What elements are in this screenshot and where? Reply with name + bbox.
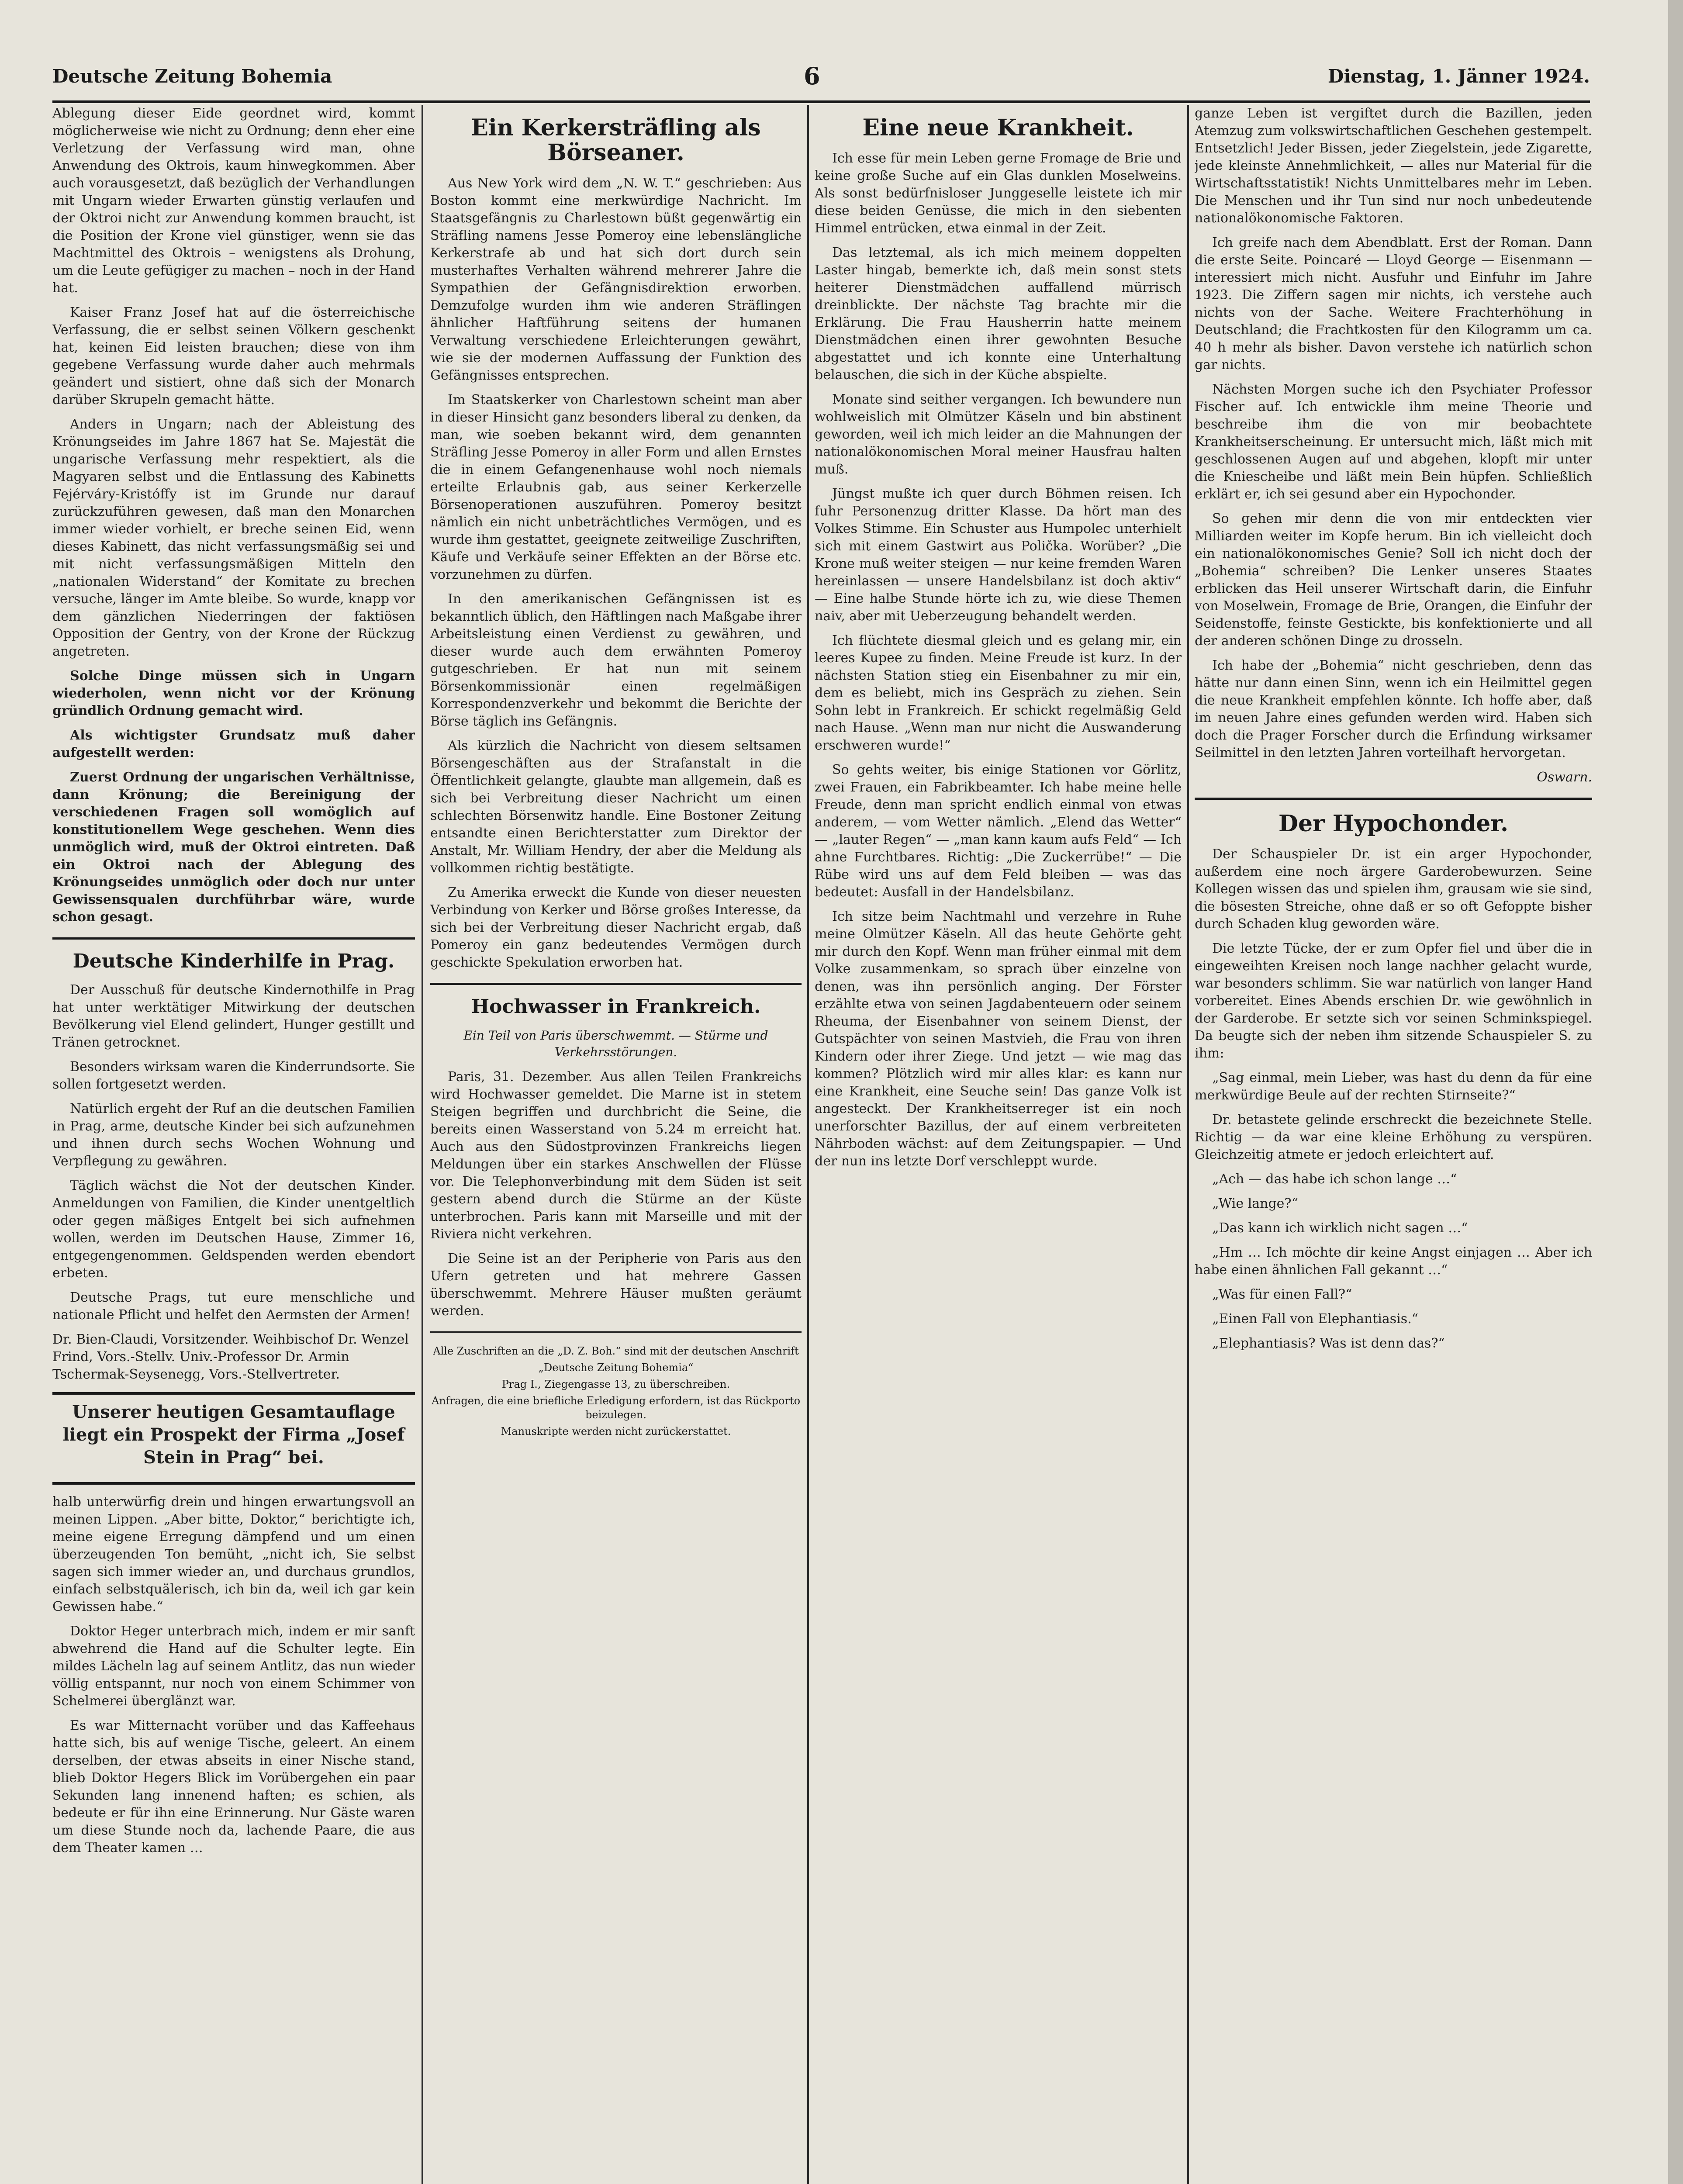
article-paragraph: In den amerikanischen Gefängnissen ist es bekanntlich üblich, den Häftlingen nach Maßgabe ihrer Arbeitsleistung einen Verdienst zu gewähren, und dieser wurde auch dem erwähnten Pomeroy gutgeschrieben. Er hat nun mit seinem Börsenkommissionär einen regelmäßigen Korrespondenzverkehr und bekommt die Berichte der Börse täglich ins Gefängnis.: [430, 591, 802, 729]
editorial-notice: Prag I., Ziegengasse 13, zu überschreiben.: [501, 1378, 730, 1390]
column-1: [52, 105, 415, 2184]
article-paragraph: Monate sind seither vergangen. Ich bewundere nun wohlweislich mit Olmützer Käseln und bin abstinent geworden, weil ich mich leider an die Mahnungen der nationalökonomischen Moral meiner Hausfrau halten muß.: [815, 392, 1182, 477]
article-paragraph: Ich flüchtete diesmal gleich und es gelang mir, ein leeres Kupee zu finden. Meine Freude ist kurz. In der nächsten Station stieg ein Eisenbahner zu mir ein, dem es beliebt, mich ins Gespräch zu ziehen. Sein Sohn lebt in Frankreich. Er schickt regelmäßig Geld nach Hause. „Wenn man nur nicht die Auswanderung erschweren wurde!“: [815, 633, 1182, 753]
headline-hypochonder: Der Hypochonder.: [1278, 810, 1509, 837]
headline-kinderhilfe: Deutsche Kinderhilfe in Prag.: [73, 950, 395, 972]
column-2: [430, 105, 802, 2184]
article-paragraph: Ich esse für mein Leben gerne Fromage de Brie und keine große Suche auf ein Glas dunklen Moselweins. Als sonst bedürfnisloser Junggeselle leistete ich mir diese beiden Genüsse, die mich in den siebenten Himmel entrücken, etwa einmal in der Zeit.: [815, 151, 1182, 236]
dialogue-line: „Das kann ich wirklich nicht sagen …“: [1212, 1220, 1468, 1236]
feuilleton-paragraph: Es war Mitternacht vorüber und das Kaffeehaus hatte sich, bis auf wenige Tische, geleert. An einem derselben, der etwas abseits in einer Nische stand, blieb Doktor Hegers Blick im Vorübergehen ein paar Sekunden lang innenend haften; es schien, als bedeute er für ihn eine Erinnerung. Nur Gäste waren um diese Stunde noch da, lachende Paare, die aus dem Theater kamen …: [52, 1718, 415, 1856]
dialogue-line: „Elephantiasis? Was ist denn das?“: [1212, 1336, 1445, 1351]
article-paragraph: Die Seine ist an der Peripherie von Paris aus den Ufern getreten und hat mehrere Gassen überschwemmt. Mehrere Häuser mußten geräumt werden.: [430, 1251, 802, 1319]
article-paragraph: Dr. betastete gelinde erschreckt die bezeichnete Stelle. Richtig — da war eine kleine Erhöhung zu verspüren. Gleichzeitig atmete er jedoch erleichtert auf.: [1195, 1112, 1592, 1163]
dialogue-line: „Einen Fall von Elephantiasis.“: [1212, 1311, 1419, 1327]
article-paragraph: Ich sitze beim Nachtmahl und verzehre in Ruhe meine Olmützer Käseln. All das heute Gehörte geht mir durch den Kopf. Wenn man früher einmal mit dem Volke zusammenkam, so sprach über einzelne von denen, was ihn persönlich anging. Der Förster erzählte etwa von seinen Jagdabenteuern oder seinem Rheuma, der Eisenbahner von seinem Dienst, der Gutspächter von seinen Mastvieh, die Frau von ihren Kindern oder ihrer Ziege. Und jetzt — wie mag das kommen? Plötzlich wird mir alles klar: es kann nur eine Krankheit, eine Seuche sein! Das ganze Volk ist angesteckt. Der Krankheitserreger ist ein noch unerforschter Bazillus, der auf einem verbreiteten Nährboden wächst: auf dem Zeitungspapier. — Und der nun ins letzte Dorf verschleppt wurde.: [815, 909, 1182, 1169]
signatures: Dr. Bien-Claudi, Vorsitzender. Weihbischof Dr. Wenzel Frind, Vors.-Stellv. Univ.-Professor Dr. Armin Tschermak-Seysenegg, Vors.-Stellvertreter.: [52, 1332, 409, 1382]
section-divider: [1195, 798, 1592, 800]
article-paragraph: Jüngst mußte ich quer durch Böhmen reisen. Ich fuhr Personenzug dritter Klasse. Da hört man des Volkes Stimme. Ein Schuster aus Humpolec unterhielt sich mit einem Gastwirt aus Polička. Worüber? „Die Krone muß weiter steigen — nur keine fremden Waren hereinlassen — unsere Handelsbilanz ist doch aktiv“ — Eine halbe Stunde hörte ich zu, wie diese Themen naiv, aber mit Ueberzeugung behandelt werden.: [815, 486, 1182, 624]
article-paragraph: Im Staatskerker von Charlestown scheint man aber in dieser Hinsicht ganz besonders liberal zu denken, da man, wie soeben bekannt wird, dem genannten Sträfling Jesse Pomeroy in aller Form und allen Ernstes die in einem Gefangenenhause wohl noch niemals erteilte Erlaubnis gab, aus seiner Kerkerzelle Börsenoperationen auszuführen. Pomeroy besitzt nämlich ein nicht unbeträchtliches Vermögen, und es wurde ihm gestattet, geeignete zeitweilige Zuschriften, Käufe und Verkäufe seiner Effekten an der Börse etc. vorzunehmen zu dürfen.: [430, 392, 802, 583]
dialogue-line: „Hm … Ich möchte dir keine Angst einjagen … Aber ich habe einen ähnlichen Fall gekannt …“: [1195, 1245, 1592, 1278]
article-paragraph: Solche Dinge müssen sich in Ungarn wiederholen, wenn nicht vor der Krönung gründlich Ordnung gemacht wird.: [52, 668, 415, 719]
editorial-notice: Anfragen, die eine briefliche Erledigung erfordern, ist das Rückporto beizulegen.: [431, 1394, 801, 1421]
article-paragraph: Das letztemal, als ich mich meinem doppelten Laster hingab, bemerkte ich, daß mein sonst stets heiterer Dienstmädchen auffallend mürrisch dreinblickte. Der nächste Tag brachte mir die Erklärung. Die Frau Hausherrin hatte meinem Dienstmädchen einen ihrer gewohnten Besuche abgestattet und ich konnte eine Unterhaltung belauschen, die sich in der Küche abspielte.: [815, 245, 1182, 383]
article-paragraph: Deutsche Prags, tut eure menschliche und nationale Pflicht und helfet den Aermsten der Armen!: [52, 1290, 415, 1323]
article-paragraph: Natürlich ergeht der Ruf an die deutschen Familien in Prag, arme, deutsche Kinder bei sich aufzunehmen und ihnen durch sechs Wochen Wohnung und Verpflegung zu gewähren.: [52, 1101, 415, 1169]
editorial-notice: Alle Zuschriften an die „D. Z. Boh.“ sind mit der deutschen Anschrift: [433, 1344, 799, 1357]
page-edge-shadow: [1668, 0, 1683, 2184]
column-3: [815, 105, 1182, 2184]
article-paragraph: Besonders wirksam waren die Kinderrundsorte. Sie sollen fortgesetzt werden.: [52, 1059, 415, 1092]
page-header: [52, 52, 1590, 103]
article-paragraph: Täglich wächst die Not der deutschen Kinder. Anmeldungen von Familien, die Kinder unentgeltlich oder gegen mäßiges Entgelt bei sich aufnehmen wollen, werden im Deutschen Hause, Zimmer 16, entgegengenommen. Geldspenden werden ebendort erbeten.: [52, 1178, 415, 1281]
article-paragraph: Paris, 31. Dezember. Aus allen Teilen Frankreichs wird Hochwasser gemeldet. Die Marne ist in stetem Steigen begriffen und durchbricht die Seine, die bereits einen Wasserstand von 5.24 m erreicht hat. Auch aus den Südostprovinzen Frankreichs liegen Meldungen über ein starkes Anschwellen der Flüsse vor. Die Telephonverbindung mit dem Süden ist seit gestern abend durch die Stürme an der Küste unterbrochen. Paris kann mit Marseille und mit der Riviera nicht verkehren.: [430, 1069, 802, 1242]
article-paragraph: Ich greife nach dem Abendblatt. Erst der Roman. Dann die erste Seite. Poincaré — Lloyd George — Eisenmann — interessiert mich nicht. Ausfuhr und Einfuhr im Jahre 1923. Die Ziffern sagen mir nichts, ich verstehe auch nichts von der Sache. Weitere Frachterhöhung in Deutschland; die Frachtkosten für den Kilogramm um ca. 40 h mehr als bisher. Davon verstehe ich natürlich schon gar nichts.: [1195, 235, 1592, 373]
section-divider: [52, 937, 415, 940]
section-divider: [430, 983, 802, 985]
editorial-notice: Manuskripte werden nicht zurückerstattet.: [501, 1425, 731, 1438]
article-paragraph: Der Ausschuß für deutsche Kindernothilfe in Prag hat unter werktätiger Mitwirkung der deutschen Bevölkerung viel Elend gelindert, Hunger gestillt und Tränen getrocknet.: [52, 982, 415, 1051]
article-paragraph: Kaiser Franz Josef hat auf die österreichische Verfassung, die er selbst seinen Völkern geschenkt hat, keinen Eid leisten brauchen; diese von ihm gegebene Verfassung wurde daher auch mehrmals geändert und sistiert, ohne daß sich der Monarch darüber Skrupeln gemacht hätte.: [52, 305, 415, 408]
dialogue-line: „Sag einmal, mein Lieber, was hast du denn da für eine merkwürdige Beule auf der rechten Stirnseite?“: [1195, 1070, 1592, 1103]
article-paragraph: Ablegung dieser Eide geordnet wird, kommt möglicherweise wie nicht zu Ordnung; denn eher eine Verletzung der Verfassung wird man, ohne Anwendung des Oktrois, kaum hinwegkommen. Aber auch vorausgesetzt, daß bezüglich der Verhandlungen mit Ungarn wieder Erwarten günstig verlaufen und der Oktroi nicht zur Anwendung kommen braucht, ist die Position der Krone viel günstiger, wenn sie das Machtmittel des Oktrois – wenigstens als Drohung, um die Leute gefügiger zu machen – noch in der Hand hat.: [52, 106, 415, 296]
feuilleton-paragraph: halb unterwürfig drein und hingen erwartungsvoll an meinen Lippen. „Aber bitte, Doktor,“ berichtigte ich, meine eigene Erregung dämpfend und um einen überzeugenden Ton bemüht, „nicht ich, Sie selbst sagen sich immer wieder an, und durchaus grundlos, einfach selbstquälerisch, ich bin da, weil ich gar kein Gewissen habe.“: [52, 1494, 415, 1615]
article-paragraph: So gehen mir denn die von mir entdeckten vier Milliarden weiter im Kopfe herum. Bin ich vielleicht doch ein nationalökonomisches Genie? Soll ich nicht doch der „Bohemia“ schreiben? Die Lenker unseres Staates erblicken das Heil unserer Wirtschaft darin, die Einfuhr von Moselwein, Fromage de Brie, Orangen, die Einfuhr der Seidenstoffe, feinste Gestickte, bis konfektionierte und all der anderen schönen Dinge zu drosseln.: [1195, 511, 1592, 649]
column-4: [1195, 105, 1592, 2184]
page-number: 6: [804, 62, 820, 90]
headline-hochwasser: Hochwasser in Frankreich.: [471, 995, 761, 1018]
article-paragraph: Zu Amerika erweckt die Kunde von dieser neuesten Verbindung von Kerker und Börse großes Interesse, da sich bei der Verbreitung dieser Nachricht ergab, daß Pomeroy ein ganz bedeutendes Vermögen durch geschickte Spekulation erworben hat.: [430, 885, 802, 971]
newspaper-title: Deutsche Zeitung Bohemia: [52, 66, 332, 87]
dialogue-line: „Ach — das habe ich schon lange …“: [1212, 1171, 1457, 1187]
article-paragraph: Aus New York wird dem „N. W. T.“ geschrieben: Aus Boston kommt eine merkwürdige Nachricht. Im Staatsgefängnis zu Charlestown büßt gegenwärtig ein Sträfling namens Jesse Pomeroy eine lebenslängliche Kerkerstrafe ab und hat sich dort durch sein musterhaftes Verhalten während mehrerer Jahre die Sympathien der Gefängnisdirektion erworben. Demzufolge wurden ihm wie anderen Sträflingen ähnlicher Haftführung seitens der humanen Verwaltung verschiedene Erleichterungen gewährt, wie sie der modernen Auffassung der Funktion des Gefängnisses entsprechen.: [430, 176, 802, 384]
article-paragraph: Der Schauspieler Dr. ist ein arger Hypochonder, außerdem eine noch ärgere Garderobewurzen. Seine Kollegen wissen das und spielen ihm, grausam wie sie sind, die bösesten Streiche, ohne daß er so oft Gefoppte bisher durch Schaden klug geworden wäre.: [1195, 847, 1592, 932]
column-rule: [1187, 105, 1189, 2184]
subheadline-hochwasser: Ein Teil von Paris überschwemmt. — Stürme und Verkehrsstörungen.: [463, 1028, 768, 1059]
article-paragraph: Als wichtigster Grundsatz muß daher aufgestellt werden:: [52, 728, 415, 760]
headline-neue-krankheit: Eine neue Krankheit.: [862, 114, 1134, 141]
article-paragraph: ganze Leben ist vergiftet durch die Bazillen, jeden Atemzug zum volkswirtschaftlichen Geschehen gestempelt. Entsetzlich! Jeder Bissen, jeder Ziegelstein, jede Zigarette, jede kleinste Annehmlichkeit, — alles nur Material für die Wirtschaftsstatistik! Nichts Unmittelbares mehr im Leben. Die Menschen und ihr Tun sind nur noch unbedeutende nationalökonomische Faktoren.: [1195, 106, 1592, 226]
dialogue-line: „Wie lange?“: [1212, 1196, 1298, 1212]
issue-date: Dienstag, 1. Jänner 1924.: [1327, 66, 1590, 87]
article-paragraph: So gehts weiter, bis einige Stationen vor Görlitz, zwei Frauen, ein Fabrikbeamter. Ich habe meine helle Freude, denn man spricht endlich einmal von etwas anderem, — vom Wetter nämlich. „Elend das Wetter“ — „lauter Regen“ — „man kann kaum aufs Feld“ — Ich ahne Furchtbares. Richtig: „Die Zuckerrübe!“ — Die Rübe wird uns auf dem Feld bleiben — was das bedeutet: Ausfall in der Handelsbilanz.: [815, 762, 1182, 900]
article-paragraph: Als kürzlich die Nachricht von diesem seltsamen Börsengeschäften aus der Strafanstalt in die Öffentlichkeit gelangte, glaubte man allgemein, daß es sich bei Verbreitung dieser Nachricht um einen schlechten Börsenwitz handle. Eine Bostoner Zeitung entsandte einen Berichterstatter zum Direktor der Anstalt, Mr. William Hendry, der aber die Meldung als vollkommen richtig bestätigte.: [430, 738, 802, 876]
feuilleton-paragraph: Doktor Heger unterbrach mich, indem er mir sanft abwehrend die Hand auf die Schulter legte. Ein mildes Lächeln lag auf seinem Antlitz, das nun wieder völlig entspannt, nur noch von einem Schimmer von Schelmerei überglänzt war.: [52, 1624, 415, 1709]
article-paragraph: Anders in Ungarn; nach der Ableistung des Krönungseides im Jahre 1867 hat Se. Majestät die ungarische Verfassung mehr respektiert, als die Magyaren selbst und die Entlassung des Kabinetts Fejérváry-Kristóffy ist im Grunde nur darauf zurückzuführen gewesen, daß man den Monarchen immer wieder vorhielt, er breche seinen Eid, wenn dieses Kabinett, das nicht verfassungsmäßig sei und mit nicht verfassungsmäßigen Mitteln den „nationalen Widerstand“ der Komitate zu brechen versuche, länger im Amte bleibe. So wurde, knapp vor dem gänzlichen Niederringen der faktiösen Opposition der Gentry, von der Krone der Rückzug angetreten.: [52, 417, 415, 659]
column-rule: [807, 105, 809, 2184]
section-divider: [430, 1331, 802, 1333]
supplement-notice: Unserer heutigen Gesamtauflage liegt ein Prospekt der Firma „Josef Stein in Prag“ bei.: [62, 1402, 405, 1468]
article-paragraph: Die letzte Tücke, der er zum Opfer fiel und über die in eingeweihten Kreisen noch lange nachher gelacht wurde, war besonders schlimm. Sie war natürlich von langer Hand vorbereitet. Eines Abends erschien Dr. wie gewöhnlich in der Garderobe. Er setzte sich vor seinen Schminkspiegel. Da beugte sich der neben ihm sitzende Schauspieler S. zu ihm:: [1195, 941, 1592, 1061]
headline-kerkerstraefling: Ein Kerkersträfling als Börseaner.: [471, 114, 761, 166]
dialogue-line: „Was für einen Fall?“: [1212, 1287, 1352, 1303]
editorial-notice: „Deutsche Zeitung Bohemia“: [538, 1361, 694, 1374]
article-paragraph: Ich habe der „Bohemia“ nicht geschrieben, denn das hätte nur dann einen Sinn, wenn ich ein Heilmittel gegen die neue Krankheit empfehlen könnte. Ich hoffe aber, daß im neuen Jahre eines gefunden werden wird. Haben sich doch die Prager Forscher durch die Erfindung wirksamer Seilmittel in den letzten Jahren vorteilhaft hervorgetan.: [1195, 658, 1592, 760]
supplement-notice-box: [52, 1392, 415, 1485]
column-rule: [422, 105, 423, 2184]
article-paragraph: Zuerst Ordnung der ungarischen Verhältnisse, dann Krönung; die Bereinigung der verschiedenen Fragen soll womöglich auf konstitutionellem Wege geschehen. Wenn dies unmöglich wird, muß der Oktroi eintreten. Daß ein Oktroi nach der Ablegung des Krönungseides unmöglich oder doch nur unter Gewissensqualen durchführbar wäre, wurde schon gesagt.: [52, 770, 415, 925]
article-paragraph: Nächsten Morgen suche ich den Psychiater Professor Fischer auf. Ich entwickle ihm meine Theorie und beschreibe ihm die von mir beobachtete Krankheitserscheinung. Er untersucht mich, läßt mich mit geschlossenen Augen auf und abgehen, klopft mir unter die Kniescheibe und läßt mein Bein hüpfen. Schließlich erklärt er, ich sei gesund aber ein Hypochonder.: [1195, 382, 1592, 502]
author-signature: Oswarn.: [1537, 770, 1592, 785]
